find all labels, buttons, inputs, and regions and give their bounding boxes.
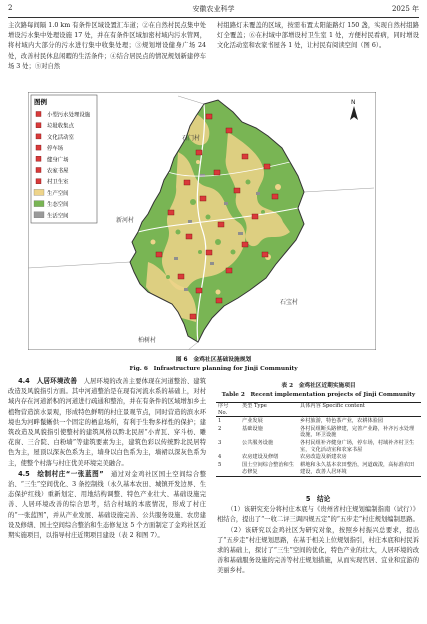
table-row [216,417,421,425]
row-no: 1 [218,417,222,424]
legend-label: 小型污水处理设施 [47,112,91,119]
paragraph: 主次路每间隔 1.0 km 有条件区域设置汇车道；②在自然村民点集中处增设污水集中处理设施 17 处，并在有条件区域加密村域内污水管网，将村域内大部分的污水进行集中收集处理；③规划增设健身广场 24 处，改善村民休息闲暇的生活条件；④结合居民点的情况规划新建停车场 3 处；⑤对自然 [8,22,206,70]
conclusion-paragraph: （1）该研究充分将村庄本底与《贵州省村庄规划编制指南（试行）》相结合，提出了“一收二评三调四规五定”的“五步走”村庄规划编制思路。 [217,506,419,524]
figure-caption-cn: 图 6 金鸡社区基础设施规划 [175,357,252,363]
legend-swatch [36,168,41,173]
legend-label: 停车场 [47,146,64,153]
table-caption-cn: 表 2 金鸡社区近期实施项目 [281,383,356,389]
legend-swatch [36,179,41,184]
conclusion-paragraph: （2）该研究以金鸡社区为研究对象，按照乡村振兴总要求，提出了“五步走”村庄规划思路，在基于相关上位规划指引，村庄本底和村民诉求的基础上，探讨了“三生”空间的优化，特色产业的壮大，人居环境的改善和基础服务设施的完善等村庄规划措施，从而实现官居、宜业和宜游的美丽乡村。 [217,526,419,575]
row-content: 各村民组断头路修建，完善产业路，补齐污水处理设施，环卫设施 [300,425,415,439]
table-row [216,439,421,453]
legend-label: 农家书屋 [47,168,69,175]
table-caption-en: Table 2 Recent implementation projects of Jinji Community [221,392,416,398]
map-legend [31,95,97,223]
top-right-text [217,21,419,52]
legend-label: 生态空间 [47,202,69,209]
legend-label: 健身广场 [47,157,69,164]
legend-swatch [34,189,44,195]
place-label: 柏树村 [138,337,157,344]
row-content: 乡村旅游，特色茶产业，农耕体验园 [300,417,384,424]
table-header: 具体内容 Specific content [298,403,421,417]
legend-swatch [36,112,41,117]
section-4-5-body: 通过对金鸡社区国土空间综合整治、“三生”空间优化、3 条控制线（永久基本农田、城镇开发边界、生态保护红线）重新划定、用地结构调整、特色产业壮大、基础设施完善、人居环境改善的综合思考，结合村域的本底情况，形成了村庄的“一张蓝图”，并从产业发展、基础设施完善、公共服务设施、农房建设及修缮、国土空间综合整治和生态修复这 5 个方面制定了金鸡社区近期实施项目，以指导村庄近期项目建设（表 2 和图 7）。 [8,470,206,540]
row-no: 3 [218,439,222,446]
header-rule [8,17,419,18]
table-header: 序号 No. [216,403,240,417]
legend-label: 垃圾收集点 [47,123,74,130]
map-svg [28,92,376,350]
implementation-table [216,402,421,477]
legend-label: 文化活动室 [47,134,74,141]
row-content: 农房改造及新建农房 [300,454,347,461]
row-type: 农房建设及修缮 [242,454,279,461]
row-no: 2 [218,425,222,432]
legend-swatch [34,212,44,218]
legend-swatch [34,201,44,207]
page-number: 2 [8,4,13,12]
section-4-5-title: 4.5 绘制村庄“一张蓝图” [18,469,104,478]
svg-text:N: N [351,99,356,106]
row-type: 国土空间综合整治和生态修复 [240,462,298,477]
section-4-4-title: 4.4 人居环境改善 [18,377,78,385]
top-left-text [8,21,206,72]
legend-swatch [36,134,41,139]
legend-label: 村卫生室 [47,179,69,186]
journal-name: 安徽农业科学 [192,5,235,13]
row-no: 4 [218,454,222,461]
legend-swatch [36,123,41,128]
section-5 [217,494,419,577]
table-row [216,462,421,477]
section-5-title: 5 结论 [305,495,331,503]
figure-caption-en: Fig. 6 Infrastructure planning for Jinji Community [129,366,298,372]
year: 2025 年 [391,5,419,13]
legend-title: 图例 [34,98,47,106]
row-no: 5 [216,462,240,477]
row-content: 耕地和永久基本农田整治，河道疏浚，高标准农田建设，改善人居环境 [298,462,421,477]
row-type: 产业发展 [242,417,263,424]
left-column [8,376,206,541]
row-type: 公共服务设施 [242,439,274,446]
legend-label: 生活空间 [47,213,69,220]
section-5-title-row [217,494,419,505]
place-label: 石门村 [182,135,201,142]
row-content: 各村民组补齐健身广场，停车场，村域补齐村卫生室，文化活动室和农家书屋 [300,439,415,453]
infrastructure-map [28,92,376,350]
place-label: 石宝村 [280,299,299,306]
row-type: 基础设施 [242,425,263,432]
legend-swatch [36,156,41,161]
section-4-5 [8,469,206,541]
table-row [216,425,421,439]
legend-label: 生产空间 [47,190,69,197]
table-header: 类型 Type [240,403,298,417]
section-4-4-body: 人居环境的改善主要体现在河道整治、建筑改造及风貌指引方面。其中河道整治是在现有河流水系的基础上，对村域内存在河道淤积的河道进行疏通和整治，并在有条件的区域增加乡土植物营造滨水景观，形成特色鲜明的村庄景观节点，同时营造的滨水环境也为河畔鬣蜥供一个固定的栖息场所，有利于生物多样性的保护；建筑改造及风貌指引使整村的建筑风格以黔北民居“小青瓦、穿斗枋、雕花窗、三合院、白粉墙”等建筑要素为主，建筑色彩以传统黔北民居特色为主，屋顶以深灰色系为主，墙身以白色系为主，墙裙以深灰色系为主，使整个村落与村庄优美环境完美融合。 [8,378,207,467]
paragraph: 村组路灯未覆盖的区域，按需布置太阳能路灯 150 盏，实现自然村组路灯全覆盖；⑥在村域中部增设村卫生室 1 处，方便村民看病，同时增设文化活动室和农家书屋各 1 处，让村民有阅读空间（图 6）。 [217,22,419,50]
place-label: 新河村 [116,217,135,224]
section-4-4 [8,376,206,469]
page-header [8,4,419,16]
legend-swatch [36,145,41,150]
table-row [216,454,421,462]
